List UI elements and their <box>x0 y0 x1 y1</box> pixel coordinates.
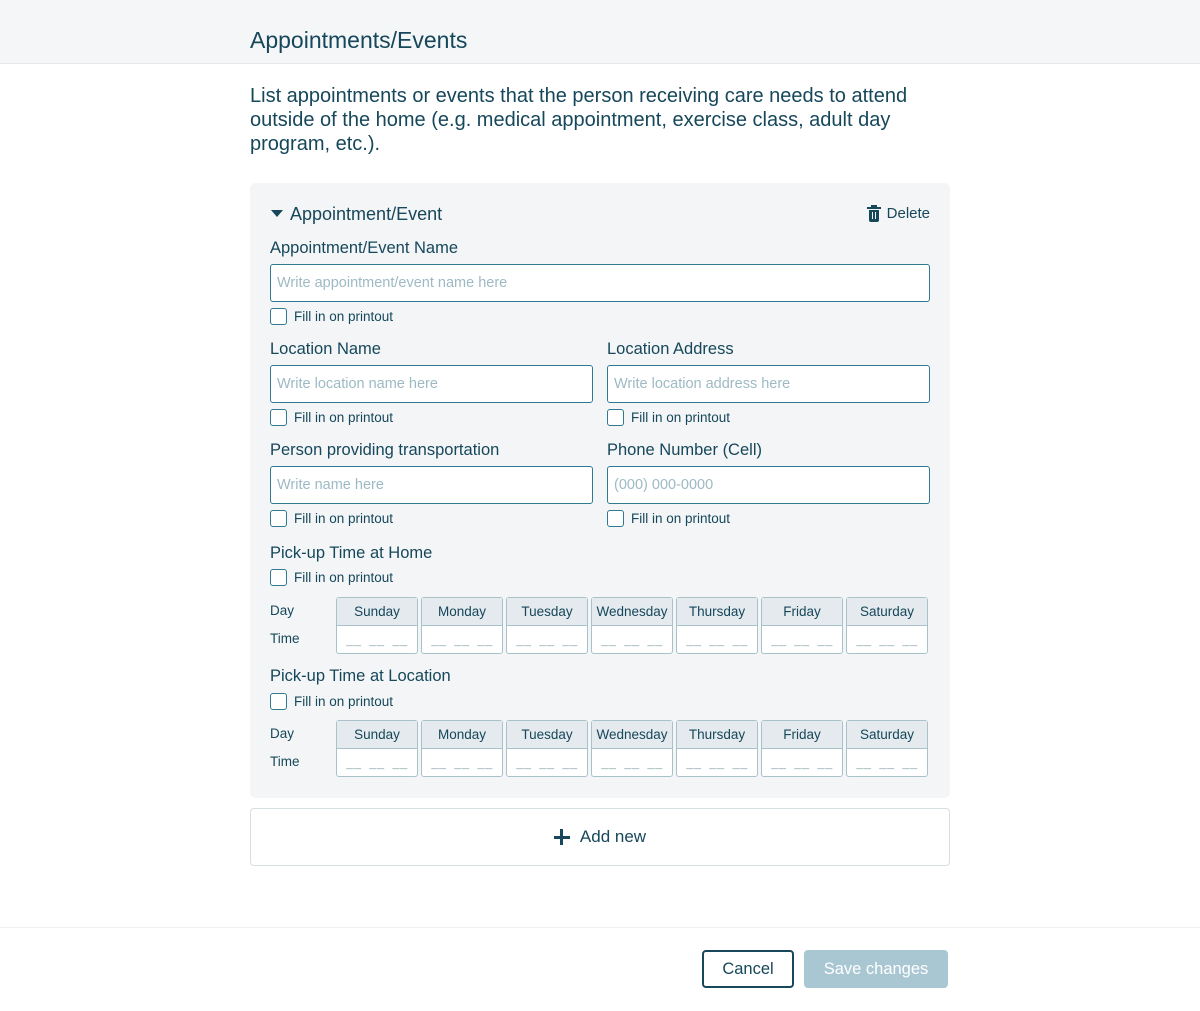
add-new-label: Add new <box>579 827 647 846</box>
time-input[interactable]: __ __ __ <box>771 758 833 772</box>
transport-person-input[interactable] <box>270 466 593 504</box>
location-name-input[interactable] <box>270 365 593 403</box>
day-column <box>676 720 758 777</box>
day-column <box>421 720 503 777</box>
time-input[interactable]: __ __ __ <box>516 758 578 772</box>
day-row-label: Day <box>270 726 295 741</box>
day-header: Friday <box>762 598 842 626</box>
time-input[interactable]: __ __ __ <box>771 635 833 649</box>
location-address-input[interactable] <box>607 365 930 403</box>
event-name-fill-checkbox[interactable] <box>270 308 393 325</box>
time-row-label: Time <box>270 631 300 646</box>
checkbox-label: Fill in on printout <box>631 511 731 526</box>
time-input[interactable]: __ __ __ <box>431 758 493 772</box>
checkbox-label: Fill in on printout <box>294 511 394 526</box>
trash-icon <box>867 206 881 222</box>
event-name-label: Appointment/Event Name <box>270 239 459 257</box>
checkbox-label: Fill in on printout <box>294 309 394 324</box>
checkbox-label: Fill in on printout <box>631 410 731 425</box>
day-header: Saturday <box>847 721 927 749</box>
card-title[interactable]: Appointment/Event <box>290 204 443 224</box>
day-column <box>591 720 673 777</box>
day-column <box>336 720 418 777</box>
day-column <box>421 597 503 654</box>
day-column <box>676 597 758 654</box>
location-address-fill-checkbox[interactable] <box>607 409 730 426</box>
day-header: Friday <box>762 721 842 749</box>
day-header: Wednesday <box>592 598 672 626</box>
day-row-label: Day <box>270 603 295 618</box>
day-header: Tuesday <box>507 721 587 749</box>
checkbox-box[interactable] <box>270 693 287 710</box>
time-input[interactable]: __ __ __ <box>856 635 918 649</box>
footer-divider <box>0 927 1200 928</box>
phone-cell-label: Phone Number (Cell) <box>607 441 762 459</box>
day-column <box>761 597 843 654</box>
time-input[interactable]: __ __ __ <box>601 635 663 649</box>
time-input[interactable]: __ __ __ <box>346 758 408 772</box>
transport-person-fill-checkbox[interactable] <box>270 510 393 527</box>
phone-cell-input[interactable] <box>607 466 930 504</box>
checkbox-box[interactable] <box>607 409 624 426</box>
delete-button[interactable] <box>867 205 930 222</box>
delete-label: Delete <box>886 205 930 222</box>
pickup-home-label: Pick-up Time at Home <box>270 544 433 562</box>
day-header: Wednesday <box>592 721 672 749</box>
time-input[interactable]: __ __ __ <box>856 758 918 772</box>
checkbox-box[interactable] <box>607 510 624 527</box>
checkbox-label: Fill in on printout <box>294 694 394 709</box>
day-column <box>846 597 928 654</box>
day-header: Monday <box>422 721 502 749</box>
time-input[interactable]: __ __ __ <box>686 758 748 772</box>
day-header: Saturday <box>847 598 927 626</box>
day-header: Monday <box>422 598 502 626</box>
checkbox-label: Fill in on printout <box>294 570 394 585</box>
day-column <box>591 597 673 654</box>
cancel-button[interactable]: Cancel <box>702 950 794 988</box>
day-column <box>761 720 843 777</box>
pickup-home-fill-checkbox[interactable] <box>270 569 393 586</box>
time-input[interactable]: __ __ __ <box>346 635 408 649</box>
day-column <box>846 720 928 777</box>
transport-person-label: Person providing transportation <box>270 441 500 459</box>
checkbox-box[interactable] <box>270 409 287 426</box>
phone-cell-fill-checkbox[interactable] <box>607 510 730 527</box>
location-name-fill-checkbox[interactable] <box>270 409 393 426</box>
checkbox-box[interactable] <box>270 510 287 527</box>
day-header: Sunday <box>337 598 417 626</box>
time-input[interactable]: __ __ __ <box>686 635 748 649</box>
day-column <box>336 597 418 654</box>
pickup-location-label: Pick-up Time at Location <box>270 667 451 685</box>
day-header: Sunday <box>337 721 417 749</box>
save-changes-button[interactable]: Save changes <box>804 950 948 988</box>
day-header: Thursday <box>677 721 757 749</box>
plus-icon <box>554 829 570 845</box>
location-address-label: Location Address <box>607 340 734 358</box>
day-header: Tuesday <box>507 598 587 626</box>
time-input[interactable]: __ __ __ <box>516 635 578 649</box>
location-name-label: Location Name <box>270 340 381 358</box>
day-column <box>506 720 588 777</box>
checkbox-label: Fill in on printout <box>294 410 394 425</box>
checkbox-box[interactable] <box>270 308 287 325</box>
collapse-caret-icon[interactable] <box>271 210 283 217</box>
time-row-label: Time <box>270 754 300 769</box>
page-title: Appointments/Events <box>250 27 468 53</box>
pickup-location-fill-checkbox[interactable] <box>270 693 393 710</box>
page-header <box>0 0 1200 64</box>
day-header: Thursday <box>677 598 757 626</box>
checkbox-box[interactable] <box>270 569 287 586</box>
day-column <box>506 597 588 654</box>
intro-text: List appointments or events that the person receiving care needs to attend outside of the home (e.g. medical appointment, exercise class, adult day program, etc.). <box>250 85 908 155</box>
time-input[interactable]: __ __ __ <box>601 758 663 772</box>
event-name-input[interactable] <box>270 264 930 302</box>
time-input[interactable]: __ __ __ <box>431 635 493 649</box>
add-new-button[interactable] <box>250 808 950 866</box>
appointment-card <box>250 183 950 798</box>
